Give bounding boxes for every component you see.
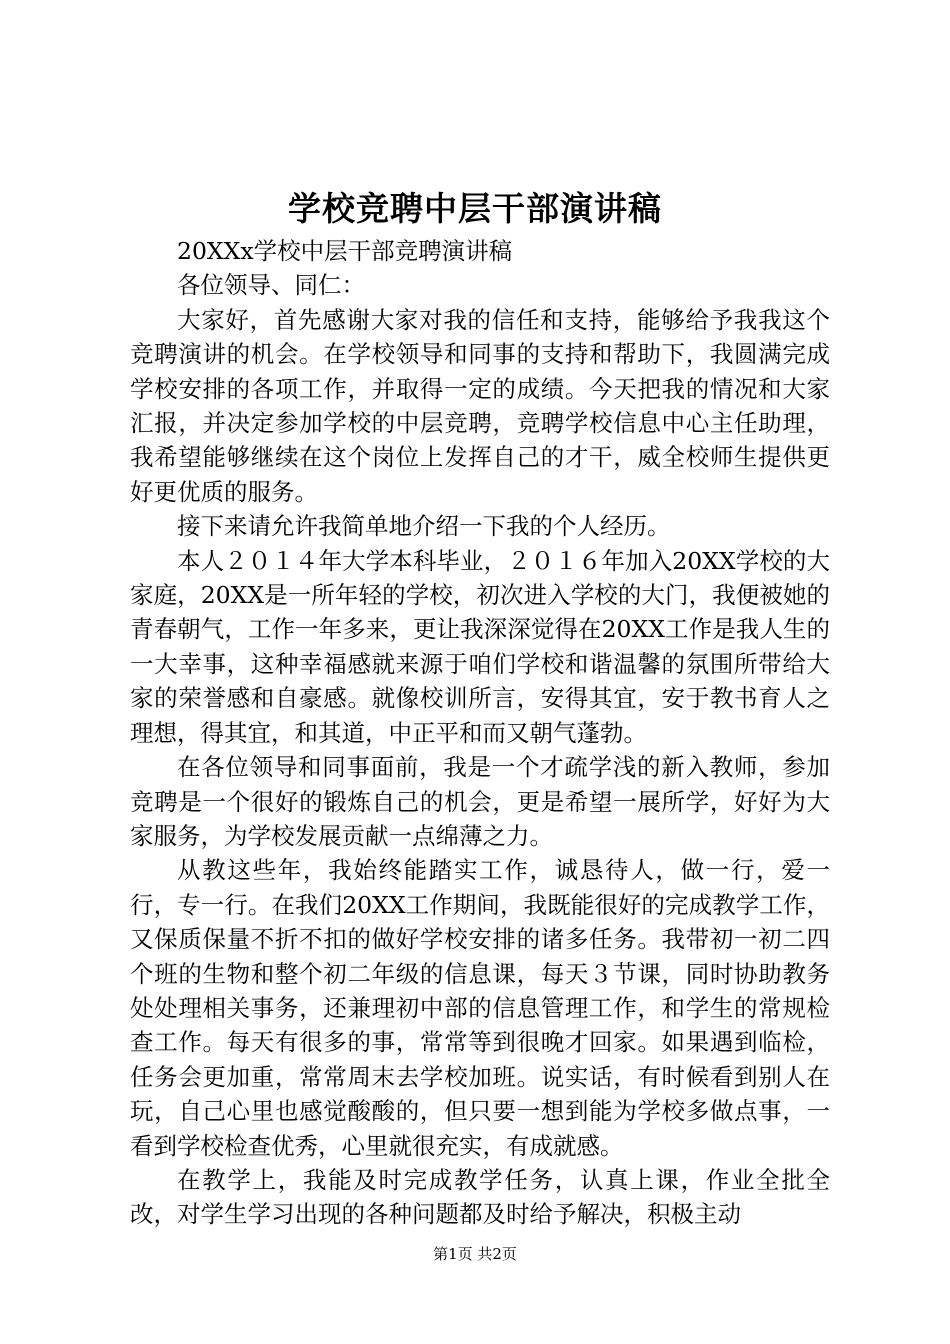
paragraph: 本人２０１４年大学本科毕业，２０１６年加入20XX学校的大家庭，20XX是一所年轻的学校，初次进入学校的大门，我便被她的青春朝气，工作一年多来，更让我深深觉得在20XX工作是我人生的一大幸事，这种幸福感就来源于咱们学校和谐温馨的氛围所带给大家的荣誉感和自豪感。就像校训所言，安得其宜，安于教书育人之理想，得其宜，和其道，中正平和而又朝气蓬勃。 [130, 546, 830, 747]
paragraph: 从教这些年，我始终能踏实工作，诚恳待人，做一行，爱一行，专一行。在我们20XX工作期间，我既能很好的完成教学工作，又保质保量不折不扣的做好学校安排的诸多任务。我带初一初二四个班的生物和整个初二年级的信息课，每天３节课，同时协助教务处处理相关事务，还兼理初中部的信息管理工作，和学生的常规检查工作。每天有很多的事，常常等到很晚才回家。如果遇到临检，任务会更加重，常常周末去学校加班。说实话，有时候看到别人在玩，自己心里也感觉酸酸的，但只要一想到能为学校多做点事，一看到学校检查优秀，心里就很充实，有成就感。 [130, 856, 830, 1160]
document-title: 学校竞聘中层干部演讲稿 [288, 189, 662, 228]
paragraph: 在教学上，我能及时完成教学任务，认真上课，作业全批全改，对学生学习出现的各种问题都及时给予解决，积极主动 [130, 1165, 830, 1229]
paragraph: 接下来请允许我简单地介绍一下我的个人经历。 [177, 512, 671, 541]
document-body [130, 234, 830, 1232]
paragraph-salutation: 各位领导、同仁： [177, 271, 365, 300]
page-footer: 第1页 共2页 [433, 1245, 517, 1263]
paragraph: 大家好，首先感谢大家对我的信任和支持，能够给予我我这个竞聘演讲的机会。在学校领导和同事的支持和帮助下，我圆满完成学校安排的各项工作，并取得一定的成绩。今天把我的情况和大家汇报，并决定参加学校的中层竞聘，竞聘学校信息中心主任助理，我希望能够继续在这个岗位上发挥自己的才干，威全校师生提供更好更优质的服务。 [130, 305, 830, 506]
paragraph-subtitle: 20XXx学校中层干部竞聘演讲稿 [177, 237, 513, 265]
paragraph: 在各位领导和同事面前，我是一个才疏学浅的新入教师，参加竞聘是一个很好的锻炼自己的机会，更是希望一展所学，好好为大家服务，为学校发展贡献一点绵薄之力。 [130, 753, 830, 850]
